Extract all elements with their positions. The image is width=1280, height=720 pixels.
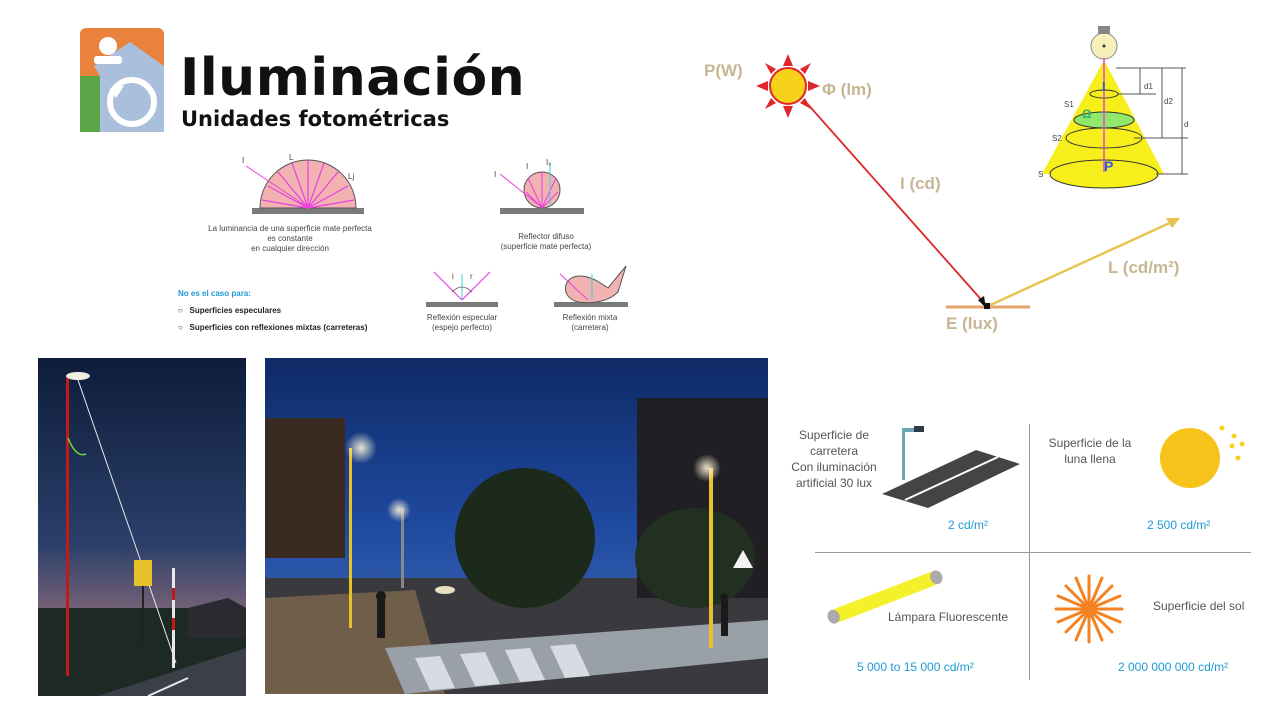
mixed-caption: Reflexión mixta (carretera)	[562, 313, 618, 332]
logo-icon	[80, 28, 164, 132]
label-power: P(W)	[704, 61, 743, 80]
cone-label-d2: d2	[1164, 97, 1173, 106]
cone-label-d: d	[1184, 120, 1189, 129]
label-intensity: I (cd)	[900, 174, 941, 193]
page-title: Iluminación	[180, 48, 526, 108]
cone-label-omega: Ω	[1082, 107, 1092, 121]
cone-label-i: I	[1102, 79, 1106, 94]
sun-label: Superficie del sol	[1153, 599, 1245, 613]
matte-surface-diagram	[236, 150, 376, 220]
label-i: I	[242, 156, 245, 165]
crosswalk-night-photo	[265, 358, 768, 694]
sun-value: 2 000 000 000 cd/m²	[1118, 660, 1229, 674]
road-label: Superficie de carretera Con iluminación artificial 30 lux	[791, 428, 877, 490]
road-lamp-icon	[880, 424, 1022, 508]
moon-value: 2 500 cd/m²	[1147, 518, 1211, 532]
label-i-diffuse-2: I	[526, 162, 529, 171]
label-i-diffuse: I	[494, 170, 497, 179]
label-angle-r: r	[470, 272, 473, 281]
road-value: 2 cd/m²	[948, 518, 989, 532]
grid-divider-horizontal	[815, 552, 1251, 553]
cone-label-p: P	[1104, 158, 1114, 174]
sun-burst-icon	[1054, 574, 1124, 644]
moon-icon	[1158, 424, 1254, 490]
not-case-heading: No es el caso para:	[178, 289, 251, 298]
bullet-specular: ○ Superficies especulares	[178, 306, 282, 315]
label-l: L	[289, 153, 294, 162]
specular-reflection-diagram	[424, 268, 500, 310]
specular-caption: Reflexión especular (espejo perfecto)	[426, 313, 498, 332]
bullet-mixed: ○ Superficies con reflexiones mixtas (carreteras)	[178, 323, 368, 332]
lamp-label: Lámpara Fluorescente	[888, 610, 1009, 624]
lamp-value: 5 000 to 15 000 cd/m²	[857, 660, 974, 674]
label-flux: Φ (lm)	[822, 80, 872, 99]
page-subtitle: Unidades fotométricas	[181, 107, 450, 131]
moon-label: Superficie de la luna llena	[1048, 436, 1132, 466]
cone-label-s2: S2	[1052, 134, 1062, 143]
cone-label-s1: S1	[1064, 100, 1074, 109]
matte-caption: La luminancia de una superficie mate perfecta es constante en cualquier dirección	[208, 224, 372, 253]
lamp-cone-diagram	[1030, 24, 1220, 190]
label-io: I₀	[546, 158, 552, 167]
label-angle-i: i	[452, 272, 454, 281]
mixed-reflection-diagram	[552, 262, 632, 310]
diffuse-caption: Reflector difuso (superficie mate perfecta)	[500, 232, 592, 251]
label-lj: Lj	[348, 172, 355, 181]
label-illuminance: E (lux)	[946, 314, 998, 333]
cone-label-d1: d1	[1144, 82, 1153, 91]
label-luminance: L (cd/m²)	[1108, 258, 1180, 277]
cone-label-s: S	[1038, 170, 1044, 179]
street-light-photo	[38, 358, 246, 696]
diffuse-reflector-diagram	[494, 156, 594, 218]
